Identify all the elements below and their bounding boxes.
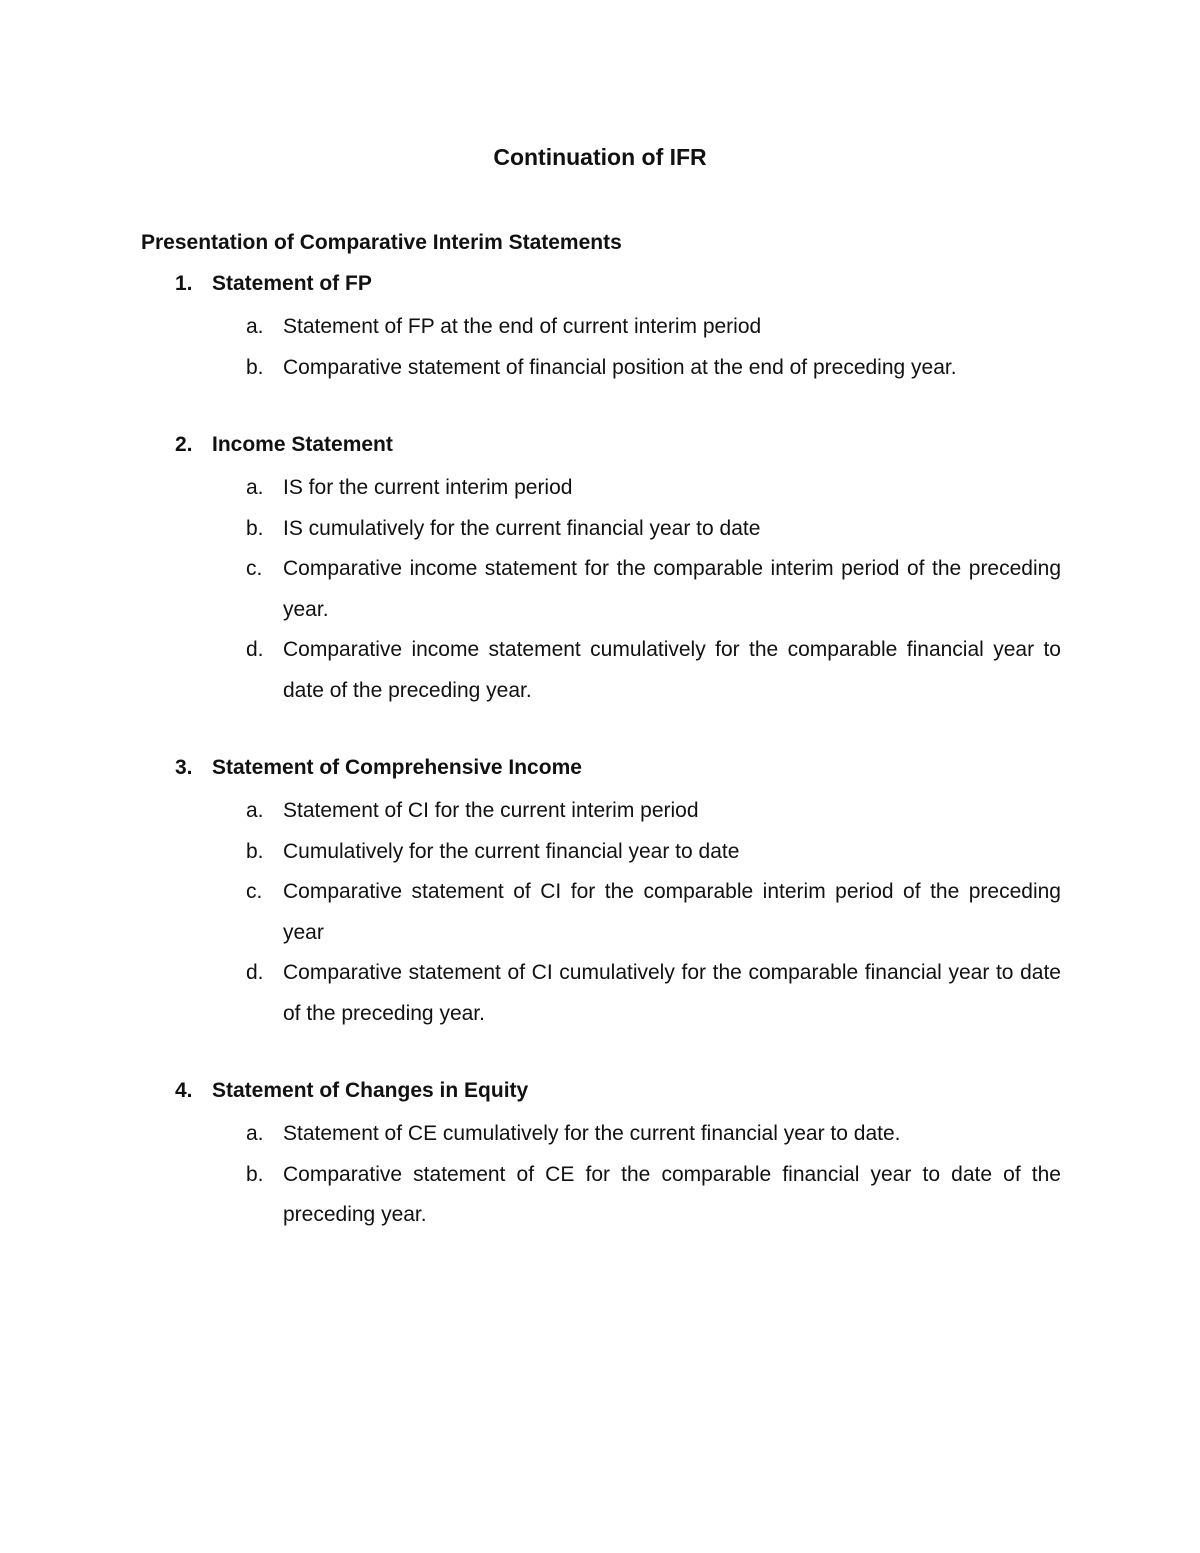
sub-item-text: Statement of CI for the current interim period <box>283 799 699 822</box>
list-item-title: Statement of Comprehensive Income <box>212 756 582 779</box>
sub-item-letter: a. <box>246 799 264 822</box>
sub-item <box>141 872 1061 953</box>
sub-item <box>141 348 1061 389</box>
list-item-heading <box>141 751 1061 791</box>
sub-item-text: IS cumulatively for the current financial year to date <box>283 516 761 540</box>
list-item-title: Income Statement <box>212 433 393 456</box>
list-item-title: Statement of FP <box>212 272 372 295</box>
sub-item-text: Comparative income statement for the comparable interim period of the preceding year. <box>283 557 1061 621</box>
sub-item <box>141 630 1061 711</box>
sub-item <box>141 791 1061 832</box>
list-item-number: 3. <box>175 756 193 779</box>
list-item-number: 2. <box>175 433 193 456</box>
sub-item-letter: b. <box>246 516 264 540</box>
sub-item-text: Cumulatively for the current financial year to date <box>283 839 740 863</box>
sub-item-letter: a. <box>246 1122 264 1145</box>
sub-item-text: Comparative statement of CE for the comparable financial year to date of the preceding year. <box>283 1162 1061 1226</box>
list-item-statement-of-fp <box>141 267 1061 388</box>
sub-item-text: Comparative statement of financial position at the end of preceding year. <box>283 355 957 379</box>
list-item-number: 1. <box>175 272 193 295</box>
list-item-number: 4. <box>175 1079 193 1102</box>
sub-item <box>141 832 1061 873</box>
sub-item-text: Comparative statement of CI cumulatively for the comparable financial year to date of the preceding year. <box>283 961 1061 1025</box>
list-item-heading <box>141 1074 1061 1114</box>
list-item-heading <box>141 267 1061 307</box>
sub-item <box>141 307 1061 348</box>
sub-item <box>141 549 1061 630</box>
sub-item-letter: c. <box>246 557 263 580</box>
sub-item-letter: b. <box>246 1162 264 1186</box>
sub-item <box>141 953 1061 1034</box>
list-item-changes-in-equity <box>141 1074 1061 1236</box>
sub-item-text: Statement of FP at the end of current interim period <box>283 315 762 338</box>
sub-item-letter: b. <box>246 839 264 863</box>
sub-item <box>141 1155 1061 1236</box>
sub-item-letter: c. <box>246 880 263 903</box>
statement-list <box>141 267 1061 1276</box>
sub-item-letter: a. <box>246 476 264 499</box>
sub-item-text: Comparative income statement cumulatively for the comparable financial year to date of the preceding year. <box>283 638 1061 702</box>
sub-item-letter: d. <box>246 638 264 661</box>
sub-item <box>141 509 1061 550</box>
sub-item <box>141 1114 1061 1155</box>
list-item-heading <box>141 428 1061 468</box>
sub-item <box>141 468 1061 509</box>
sub-item-text: Comparative statement of CI for the comparable interim period of the preceding year <box>283 880 1061 944</box>
section-heading: Presentation of Comparative Interim Statements <box>141 231 622 254</box>
list-item-income-statement <box>141 428 1061 711</box>
sub-item-letter: a. <box>246 315 264 338</box>
list-item-title: Statement of Changes in Equity <box>212 1079 529 1102</box>
list-item-comprehensive-income <box>141 751 1061 1034</box>
sub-item-letter: b. <box>246 355 264 379</box>
document-title: Continuation of IFR <box>493 144 707 170</box>
sub-item-text: Statement of CE cumulatively for the current financial year to date. <box>283 1122 901 1145</box>
sub-item-text: IS for the current interim period <box>283 476 573 499</box>
sub-item-letter: d. <box>246 961 264 984</box>
